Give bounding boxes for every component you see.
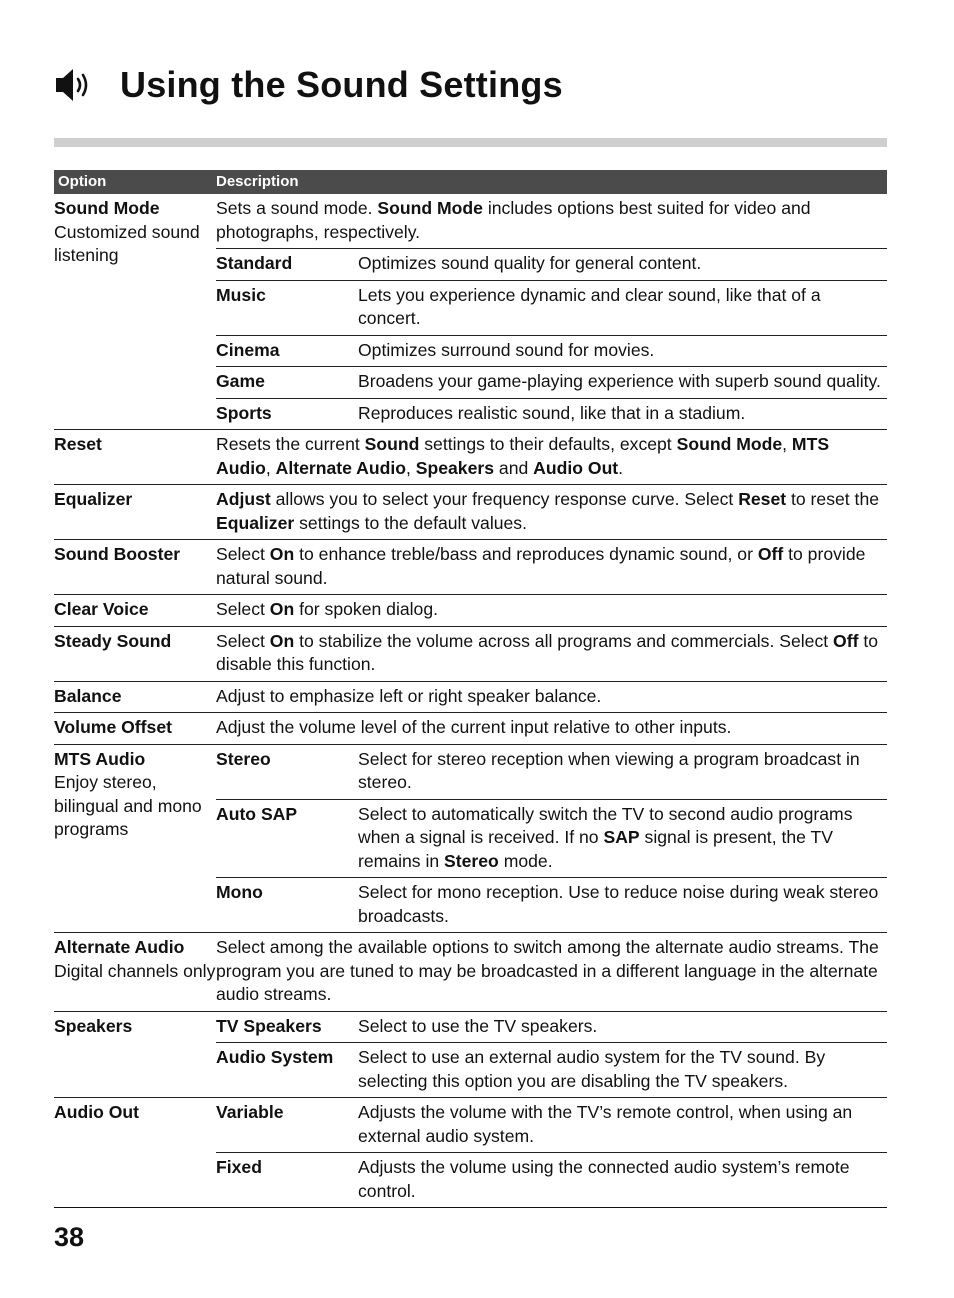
row-sound-mode [54, 194, 887, 430]
option-description: Adjust the volume level of the current input relative to other inputs. [216, 717, 732, 737]
option-name: Steady Sound [54, 630, 172, 651]
option-name: Equalizer [54, 489, 133, 509]
page-number: 38 [54, 1222, 85, 1252]
row-equalizer [54, 485, 887, 540]
option-name: Speakers [54, 1015, 133, 1036]
option-subtitle: Digital channels only [54, 960, 216, 981]
page-title: Using the Sound Settings [120, 64, 563, 105]
header-description: Description [216, 173, 299, 190]
row-reset [54, 430, 887, 485]
sound-settings-table [54, 170, 887, 1208]
sub-row-mono: Mono Select for mono reception. Use to reduce noise during weak stereo broadcasts. [216, 877, 887, 932]
row-steady-sound [54, 627, 887, 682]
sub-row-standard: Standard Optimizes sound quality for general content. [216, 248, 887, 280]
row-volume-offset [54, 713, 887, 745]
option-name: Volume Offset [54, 717, 172, 737]
option-subtitle: Customized sound listening [54, 221, 200, 265]
sub-row-cinema: Cinema Optimizes surround sound for movies. [216, 335, 887, 367]
sub-row-auto-sap: Auto SAP Select to automatically switch the TV to second audio programs when a signal is received. If no SAP signal is present, the TV remains in Stereo mode. [216, 799, 887, 878]
row-speakers [54, 1012, 887, 1099]
option-name: Alternate Audio [54, 937, 185, 957]
row-sound-booster [54, 540, 887, 595]
option-name: Balance [54, 685, 122, 706]
option-name: MTS Audio [54, 748, 146, 769]
sub-row-tv-speakers: TV Speakers Select to use the TV speakers. [216, 1015, 598, 1036]
sub-row-game: Game Broadens your game-playing experience with superb sound quality. [216, 366, 887, 398]
option-name: Sound Booster [54, 544, 181, 564]
option-description: Adjust allows you to select your frequency response curve. Select Reset to reset the Equalizer settings to the default values. [216, 489, 880, 533]
sub-row-sports: Sports Reproduces realistic sound, like that in a stadium. [216, 398, 887, 430]
header-divider [54, 138, 887, 147]
sub-row-fixed: Fixed Adjusts the volume using the connected audio system’s remote control. [216, 1152, 887, 1207]
sub-row-variable: Variable Adjusts the volume with the TV’s remote control, when using an external audio system. [216, 1102, 853, 1146]
row-mts-audio [54, 745, 887, 934]
speaker-icon [54, 65, 92, 105]
option-description: Select On for spoken dialog. [216, 599, 439, 619]
option-subtitle: Enjoy stereo, bilingual and mono programs [54, 772, 202, 839]
row-audio-out [54, 1098, 887, 1208]
table-header [54, 170, 887, 194]
option-name: Clear Voice [54, 599, 149, 619]
row-clear-voice [54, 595, 887, 627]
option-name: Sound Mode [54, 198, 160, 218]
option-description: Select On to enhance treble/bass and reproduces dynamic sound, or Off to provide natural sound. [216, 544, 866, 588]
header-option: Option [58, 173, 107, 190]
option-description: Resets the current Sound settings to their defaults, except Sound Mode, MTS Audio, Alternate Audio, Speakers and Audio Out. [216, 434, 830, 478]
option-name: Reset [54, 434, 102, 454]
option-description: Select On to stabilize the volume across all programs and commercials. Select Off to disable this function. [216, 630, 878, 674]
option-description: Adjust to emphasize left or right speaker balance. [216, 685, 602, 706]
row-alternate-audio [54, 933, 887, 1012]
option-description: Sets a sound mode. Sound Mode includes options best suited for video and photographs, respectively. [216, 198, 811, 242]
sub-row-music: Music Lets you experience dynamic and clear sound, like that of a concert. [216, 280, 887, 335]
row-balance [54, 682, 887, 714]
page-header [54, 64, 563, 106]
sub-row-audio-system: Audio System Select to use an external audio system for the TV sound. By selecting this option you are disabling the TV speakers. [216, 1042, 887, 1097]
option-description: Select among the available options to switch among the alternate audio streams. The program you are tuned to may be broadcasted in a different language in the alternate audio streams. [216, 937, 879, 1004]
sub-row-stereo: Stereo Select for stereo reception when viewing a program broadcast in stereo. [216, 748, 860, 792]
option-name: Audio Out [54, 1102, 140, 1122]
